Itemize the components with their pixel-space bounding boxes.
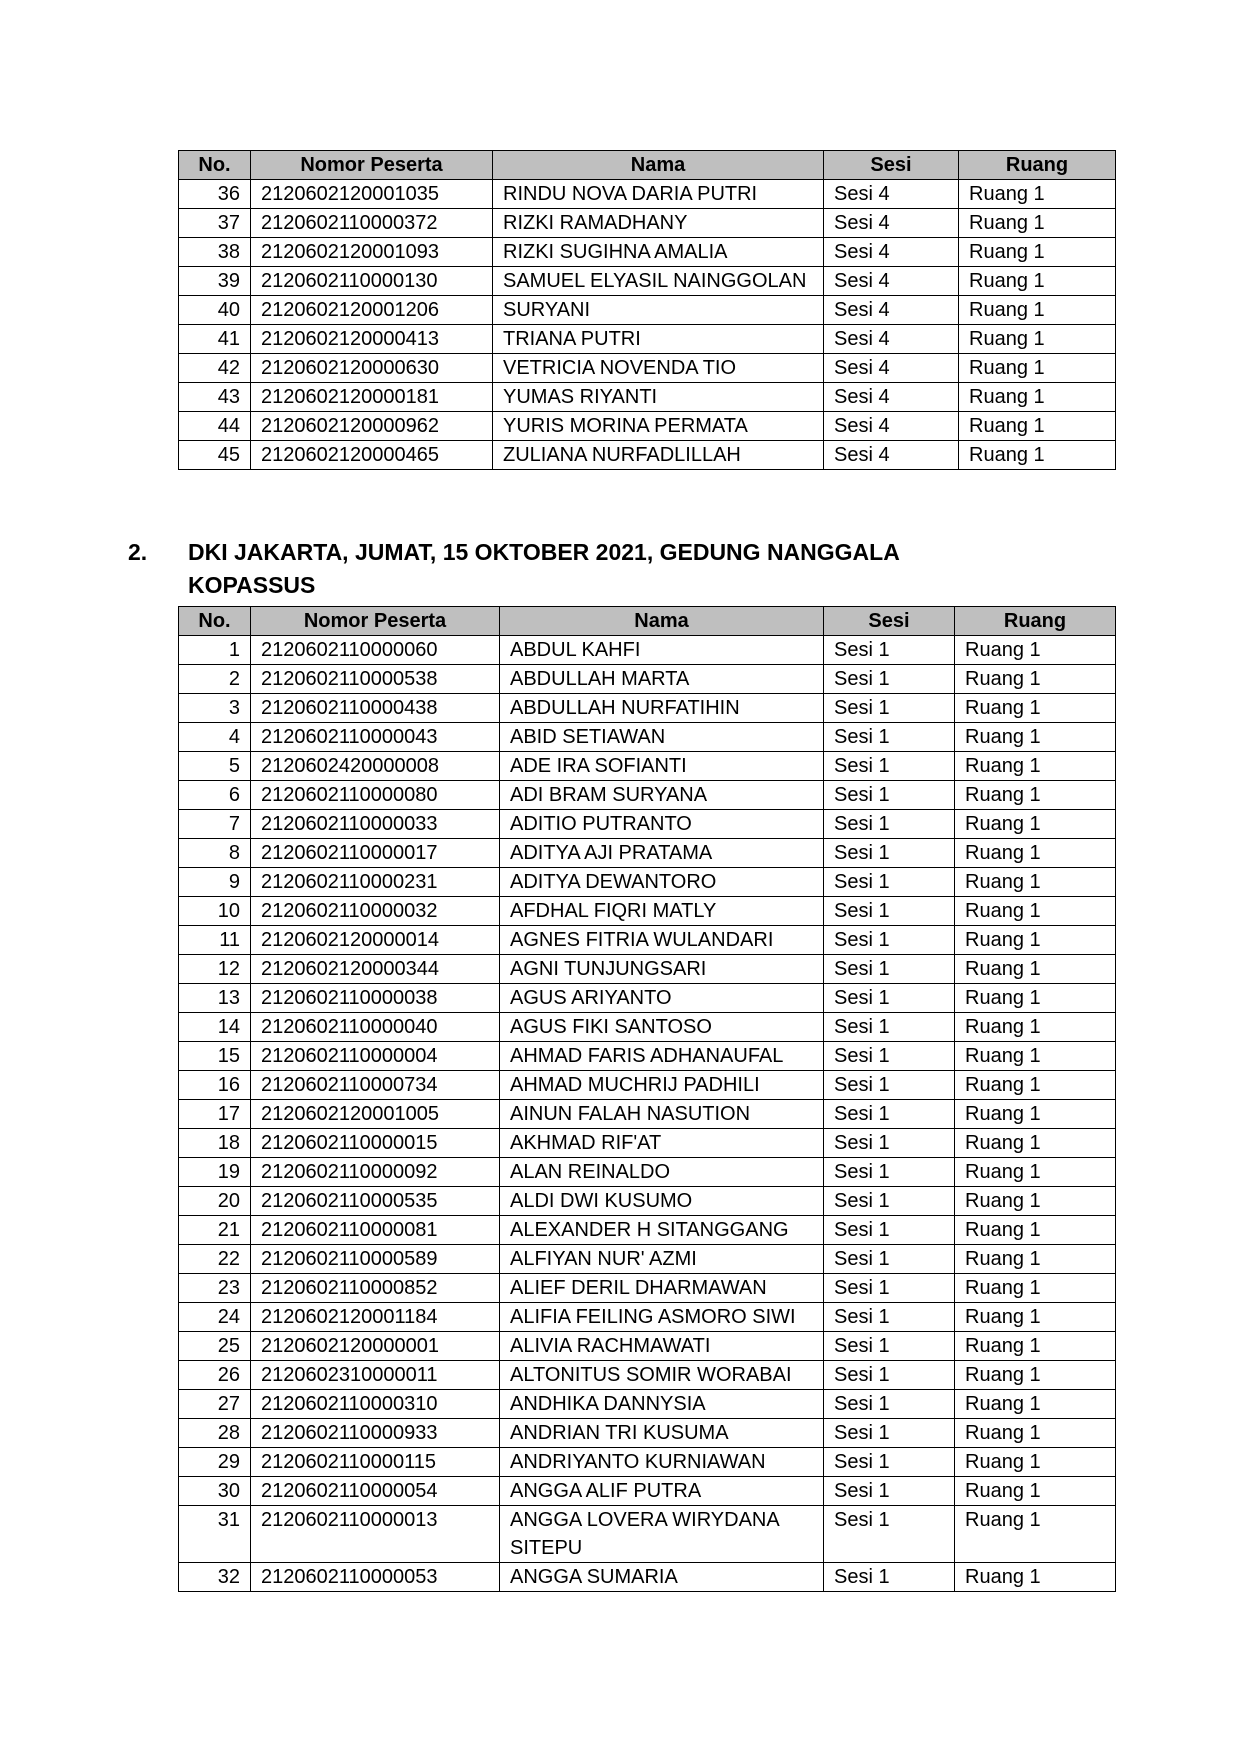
cell-no: 19 bbox=[179, 1158, 251, 1187]
cell-sesi: Sesi 1 bbox=[824, 665, 955, 694]
cell-sesi: Sesi 1 bbox=[824, 1216, 955, 1245]
cell-nomor-peserta: 2120602110000004 bbox=[251, 1042, 500, 1071]
cell-no: 23 bbox=[179, 1274, 251, 1303]
cell-ruang: Ruang 1 bbox=[955, 810, 1116, 839]
cell-nama: ALIFIA FEILING ASMORO SIWI bbox=[500, 1303, 824, 1332]
cell-sesi: Sesi 1 bbox=[824, 1361, 955, 1390]
table-row bbox=[179, 723, 1116, 752]
cell-sesi: Sesi 1 bbox=[824, 1100, 955, 1129]
table-row bbox=[179, 1129, 1116, 1158]
cell-sesi: Sesi 1 bbox=[824, 1042, 955, 1071]
cell-nomor-peserta: 2120602110000231 bbox=[251, 868, 500, 897]
section-number: 2. bbox=[128, 539, 148, 565]
cell-sesi: Sesi 1 bbox=[824, 1274, 955, 1303]
section-title: DKI JAKARTA, JUMAT, 15 OKTOBER 2021, GEDUNG NANGGALA KOPASSUS bbox=[188, 539, 899, 598]
cell-ruang: Ruang 1 bbox=[955, 1477, 1116, 1506]
cell-nomor-peserta: 2120602110000852 bbox=[251, 1274, 500, 1303]
cell-sesi: Sesi 1 bbox=[824, 868, 955, 897]
cell-sesi: Sesi 1 bbox=[824, 752, 955, 781]
table-row bbox=[179, 267, 1116, 296]
cell-nomor-peserta: 2120602110000043 bbox=[251, 723, 500, 752]
cell-nama: AGUS ARIYANTO bbox=[500, 984, 824, 1013]
cell-sesi: Sesi 1 bbox=[824, 1332, 955, 1361]
table-row bbox=[179, 1245, 1116, 1274]
cell-ruang: Ruang 1 bbox=[955, 839, 1116, 868]
cell-no: 22 bbox=[179, 1245, 251, 1274]
cell-no: 4 bbox=[179, 723, 251, 752]
cell-nomor-peserta: 2120602120001035 bbox=[251, 180, 493, 209]
table-row bbox=[179, 781, 1116, 810]
cell-ruang: Ruang 1 bbox=[955, 1332, 1116, 1361]
cell-nomor-peserta: 2120602120000001 bbox=[251, 1332, 500, 1361]
cell-no: 7 bbox=[179, 810, 251, 839]
cell-ruang: Ruang 1 bbox=[959, 209, 1116, 238]
cell-nomor-peserta: 2120602110000013 bbox=[251, 1506, 500, 1563]
table-row bbox=[179, 1042, 1116, 1071]
cell-no: 44 bbox=[179, 412, 251, 441]
header-ruang: Ruang bbox=[955, 607, 1116, 636]
cell-sesi: Sesi 1 bbox=[824, 1129, 955, 1158]
cell-nama: YURIS MORINA PERMATA bbox=[493, 412, 824, 441]
cell-no: 41 bbox=[179, 325, 251, 354]
cell-sesi: Sesi 4 bbox=[824, 354, 959, 383]
cell-no: 8 bbox=[179, 839, 251, 868]
table-row bbox=[179, 1216, 1116, 1245]
cell-ruang: Ruang 1 bbox=[959, 354, 1116, 383]
cell-ruang: Ruang 1 bbox=[955, 723, 1116, 752]
cell-nama: ABDULLAH MARTA bbox=[500, 665, 824, 694]
cell-sesi: Sesi 1 bbox=[824, 1245, 955, 1274]
cell-nomor-peserta: 2120602110000438 bbox=[251, 694, 500, 723]
table-row bbox=[179, 868, 1116, 897]
cell-nama: ALDI DWI KUSUMO bbox=[500, 1187, 824, 1216]
cell-nomor-peserta: 2120602110000115 bbox=[251, 1448, 500, 1477]
cell-nomor-peserta: 2120602110000081 bbox=[251, 1216, 500, 1245]
cell-nama: AHMAD MUCHRIJ PADHILI bbox=[500, 1071, 824, 1100]
cell-ruang: Ruang 1 bbox=[955, 868, 1116, 897]
table-row bbox=[179, 1448, 1116, 1477]
cell-sesi: Sesi 4 bbox=[824, 412, 959, 441]
header-nomor-peserta: Nomor Peserta bbox=[251, 151, 493, 180]
cell-ruang: Ruang 1 bbox=[955, 1303, 1116, 1332]
table-row bbox=[179, 1563, 1116, 1592]
cell-sesi: Sesi 1 bbox=[824, 810, 955, 839]
cell-no: 32 bbox=[179, 1563, 251, 1592]
cell-ruang: Ruang 1 bbox=[955, 1100, 1116, 1129]
cell-no: 1 bbox=[179, 636, 251, 665]
cell-ruang: Ruang 1 bbox=[955, 1013, 1116, 1042]
cell-nama: RINDU NOVA DARIA PUTRI bbox=[493, 180, 824, 209]
table-row bbox=[179, 665, 1116, 694]
cell-ruang: Ruang 1 bbox=[955, 1361, 1116, 1390]
table-row bbox=[179, 180, 1116, 209]
cell-no: 29 bbox=[179, 1448, 251, 1477]
cell-ruang: Ruang 1 bbox=[955, 1216, 1116, 1245]
cell-nomor-peserta: 2120602120001206 bbox=[251, 296, 493, 325]
cell-no: 15 bbox=[179, 1042, 251, 1071]
participant-table-2 bbox=[178, 606, 1116, 1592]
cell-no: 39 bbox=[179, 267, 251, 296]
cell-nomor-peserta: 2120602120001005 bbox=[251, 1100, 500, 1129]
cell-ruang: Ruang 1 bbox=[955, 636, 1116, 665]
cell-no: 28 bbox=[179, 1419, 251, 1448]
cell-ruang: Ruang 1 bbox=[955, 984, 1116, 1013]
cell-nama: ZULIANA NURFADLILLAH bbox=[493, 441, 824, 470]
cell-ruang: Ruang 1 bbox=[955, 1506, 1116, 1563]
cell-ruang: Ruang 1 bbox=[955, 955, 1116, 984]
cell-nama: ANDRIYANTO KURNIAWAN bbox=[500, 1448, 824, 1477]
cell-ruang: Ruang 1 bbox=[955, 926, 1116, 955]
table-row bbox=[179, 1332, 1116, 1361]
table-row bbox=[179, 1187, 1116, 1216]
cell-no: 16 bbox=[179, 1071, 251, 1100]
cell-nomor-peserta: 2120602110000372 bbox=[251, 209, 493, 238]
cell-nomor-peserta: 2120602110000130 bbox=[251, 267, 493, 296]
table-row bbox=[179, 412, 1116, 441]
cell-ruang: Ruang 1 bbox=[955, 752, 1116, 781]
table-row bbox=[179, 1158, 1116, 1187]
cell-nomor-peserta: 2120602120000181 bbox=[251, 383, 493, 412]
cell-sesi: Sesi 1 bbox=[824, 1013, 955, 1042]
cell-sesi: Sesi 4 bbox=[824, 209, 959, 238]
cell-ruang: Ruang 1 bbox=[959, 325, 1116, 354]
table-row bbox=[179, 1477, 1116, 1506]
cell-ruang: Ruang 1 bbox=[959, 180, 1116, 209]
header-sesi: Sesi bbox=[824, 151, 959, 180]
table-body bbox=[179, 180, 1116, 470]
cell-nomor-peserta: 2120602110000092 bbox=[251, 1158, 500, 1187]
cell-sesi: Sesi 1 bbox=[824, 984, 955, 1013]
cell-no: 18 bbox=[179, 1129, 251, 1158]
cell-nomor-peserta: 2120602110000538 bbox=[251, 665, 500, 694]
cell-nomor-peserta: 2120602120000962 bbox=[251, 412, 493, 441]
cell-no: 13 bbox=[179, 984, 251, 1013]
cell-sesi: Sesi 1 bbox=[824, 839, 955, 868]
cell-nama: ALTONITUS SOMIR WORABAI bbox=[500, 1361, 824, 1390]
cell-ruang: Ruang 1 bbox=[955, 781, 1116, 810]
cell-nama: VETRICIA NOVENDA TIO bbox=[493, 354, 824, 383]
cell-nama: RIZKI SUGIHNA AMALIA bbox=[493, 238, 824, 267]
cell-nomor-peserta: 2120602120000465 bbox=[251, 441, 493, 470]
cell-sesi: Sesi 1 bbox=[824, 1303, 955, 1332]
cell-no: 36 bbox=[179, 180, 251, 209]
cell-nama: AHMAD FARIS ADHANAUFAL bbox=[500, 1042, 824, 1071]
header-no: No. bbox=[179, 607, 251, 636]
header-nama: Nama bbox=[500, 607, 824, 636]
cell-no: 42 bbox=[179, 354, 251, 383]
cell-nomor-peserta: 2120602110000080 bbox=[251, 781, 500, 810]
cell-nama: ABDUL KAHFI bbox=[500, 636, 824, 665]
cell-no: 6 bbox=[179, 781, 251, 810]
cell-nomor-peserta: 2120602110000053 bbox=[251, 1563, 500, 1592]
table-row bbox=[179, 296, 1116, 325]
table-row bbox=[179, 752, 1116, 781]
cell-nama: ANGGA LOVERA WIRYDANA SITEPU bbox=[500, 1506, 824, 1563]
table-row bbox=[179, 1100, 1116, 1129]
cell-nomor-peserta: 2120602120000344 bbox=[251, 955, 500, 984]
cell-no: 17 bbox=[179, 1100, 251, 1129]
cell-sesi: Sesi 1 bbox=[824, 1419, 955, 1448]
cell-nama: YUMAS RIYANTI bbox=[493, 383, 824, 412]
cell-no: 5 bbox=[179, 752, 251, 781]
cell-no: 21 bbox=[179, 1216, 251, 1245]
table-row bbox=[179, 839, 1116, 868]
cell-ruang: Ruang 1 bbox=[955, 1419, 1116, 1448]
cell-nama: ADI BRAM SURYANA bbox=[500, 781, 824, 810]
cell-no: 12 bbox=[179, 955, 251, 984]
table-row bbox=[179, 1274, 1116, 1303]
cell-ruang: Ruang 1 bbox=[955, 1448, 1116, 1477]
cell-nomor-peserta: 2120602110000017 bbox=[251, 839, 500, 868]
cell-sesi: Sesi 4 bbox=[824, 296, 959, 325]
cell-no: 3 bbox=[179, 694, 251, 723]
cell-nama: ADITIO PUTRANTO bbox=[500, 810, 824, 839]
cell-sesi: Sesi 1 bbox=[824, 636, 955, 665]
table-row bbox=[179, 897, 1116, 926]
cell-ruang: Ruang 1 bbox=[955, 694, 1116, 723]
cell-nomor-peserta: 2120602110000589 bbox=[251, 1245, 500, 1274]
cell-nomor-peserta: 2120602120000630 bbox=[251, 354, 493, 383]
table-row bbox=[179, 984, 1116, 1013]
cell-sesi: Sesi 1 bbox=[824, 1506, 955, 1563]
cell-nama: AGUS FIKI SANTOSO bbox=[500, 1013, 824, 1042]
cell-ruang: Ruang 1 bbox=[959, 267, 1116, 296]
cell-no: 24 bbox=[179, 1303, 251, 1332]
cell-nama: ALFIYAN NUR' AZMI bbox=[500, 1245, 824, 1274]
cell-ruang: Ruang 1 bbox=[959, 383, 1116, 412]
cell-sesi: Sesi 1 bbox=[824, 955, 955, 984]
cell-nomor-peserta: 2120602110000933 bbox=[251, 1419, 500, 1448]
cell-nama: AGNI TUNJUNGSARI bbox=[500, 955, 824, 984]
cell-nomor-peserta: 2120602110000032 bbox=[251, 897, 500, 926]
cell-nama: ALIVIA RACHMAWATI bbox=[500, 1332, 824, 1361]
cell-nama: ADITYA AJI PRATAMA bbox=[500, 839, 824, 868]
cell-nomor-peserta: 2120602110000535 bbox=[251, 1187, 500, 1216]
cell-nama: ALIEF DERIL DHARMAWAN bbox=[500, 1274, 824, 1303]
cell-nomor-peserta: 2120602420000008 bbox=[251, 752, 500, 781]
cell-nomor-peserta: 2120602110000054 bbox=[251, 1477, 500, 1506]
table-row bbox=[179, 1361, 1116, 1390]
cell-nama: ANDHIKA DANNYSIA bbox=[500, 1390, 824, 1419]
table-row bbox=[179, 1419, 1116, 1448]
cell-sesi: Sesi 4 bbox=[824, 441, 959, 470]
cell-no: 27 bbox=[179, 1390, 251, 1419]
cell-ruang: Ruang 1 bbox=[955, 1129, 1116, 1158]
cell-ruang: Ruang 1 bbox=[955, 1042, 1116, 1071]
cell-sesi: Sesi 1 bbox=[824, 1448, 955, 1477]
table-row bbox=[179, 810, 1116, 839]
cell-no: 45 bbox=[179, 441, 251, 470]
table-body bbox=[179, 636, 1116, 1592]
cell-no: 40 bbox=[179, 296, 251, 325]
cell-no: 25 bbox=[179, 1332, 251, 1361]
table-row bbox=[179, 955, 1116, 984]
table-row bbox=[179, 325, 1116, 354]
cell-ruang: Ruang 1 bbox=[955, 665, 1116, 694]
cell-sesi: Sesi 1 bbox=[824, 897, 955, 926]
cell-nama: SAMUEL ELYASIL NAINGGOLAN bbox=[493, 267, 824, 296]
cell-sesi: Sesi 1 bbox=[824, 723, 955, 752]
table-row bbox=[179, 383, 1116, 412]
cell-ruang: Ruang 1 bbox=[959, 238, 1116, 267]
cell-ruang: Ruang 1 bbox=[955, 1245, 1116, 1274]
cell-sesi: Sesi 1 bbox=[824, 926, 955, 955]
cell-nomor-peserta: 2120602110000310 bbox=[251, 1390, 500, 1419]
cell-nama: SURYANI bbox=[493, 296, 824, 325]
participant-table-1 bbox=[178, 150, 1116, 470]
cell-nama: TRIANA PUTRI bbox=[493, 325, 824, 354]
cell-ruang: Ruang 1 bbox=[955, 897, 1116, 926]
cell-no: 9 bbox=[179, 868, 251, 897]
cell-nama: AKHMAD RIF'AT bbox=[500, 1129, 824, 1158]
cell-no: 20 bbox=[179, 1187, 251, 1216]
table-row bbox=[179, 1303, 1116, 1332]
cell-nomor-peserta: 2120602310000011 bbox=[251, 1361, 500, 1390]
cell-ruang: Ruang 1 bbox=[955, 1158, 1116, 1187]
cell-sesi: Sesi 1 bbox=[824, 1187, 955, 1216]
cell-sesi: Sesi 4 bbox=[824, 325, 959, 354]
cell-no: 31 bbox=[179, 1506, 251, 1563]
cell-sesi: Sesi 4 bbox=[824, 267, 959, 296]
header-sesi: Sesi bbox=[824, 607, 955, 636]
cell-nomor-peserta: 2120602120000014 bbox=[251, 926, 500, 955]
cell-nama: ABID SETIAWAN bbox=[500, 723, 824, 752]
cell-nomor-peserta: 2120602110000734 bbox=[251, 1071, 500, 1100]
cell-nomor-peserta: 2120602120001093 bbox=[251, 238, 493, 267]
cell-nomor-peserta: 2120602110000015 bbox=[251, 1129, 500, 1158]
cell-nama: AINUN FALAH NASUTION bbox=[500, 1100, 824, 1129]
table-row bbox=[179, 209, 1116, 238]
cell-ruang: Ruang 1 bbox=[959, 412, 1116, 441]
cell-ruang: Ruang 1 bbox=[959, 296, 1116, 325]
cell-ruang: Ruang 1 bbox=[955, 1390, 1116, 1419]
cell-no: 2 bbox=[179, 665, 251, 694]
cell-nama: ABDULLAH NURFATIHIN bbox=[500, 694, 824, 723]
cell-sesi: Sesi 1 bbox=[824, 1563, 955, 1592]
table-row bbox=[179, 1390, 1116, 1419]
cell-nomor-peserta: 2120602120000413 bbox=[251, 325, 493, 354]
cell-nama: ALEXANDER H SITANGGANG bbox=[500, 1216, 824, 1245]
cell-no: 26 bbox=[179, 1361, 251, 1390]
table-row bbox=[179, 694, 1116, 723]
cell-nama: AFDHAL FIQRI MATLY bbox=[500, 897, 824, 926]
cell-ruang: Ruang 1 bbox=[955, 1274, 1116, 1303]
table-row bbox=[179, 926, 1116, 955]
header-no: No. bbox=[179, 151, 251, 180]
cell-nomor-peserta: 2120602110000038 bbox=[251, 984, 500, 1013]
table-row bbox=[179, 238, 1116, 267]
cell-sesi: Sesi 4 bbox=[824, 180, 959, 209]
cell-nomor-peserta: 2120602110000040 bbox=[251, 1013, 500, 1042]
cell-ruang: Ruang 1 bbox=[955, 1563, 1116, 1592]
cell-sesi: Sesi 4 bbox=[824, 238, 959, 267]
table-row bbox=[179, 636, 1116, 665]
table-row bbox=[179, 1013, 1116, 1042]
cell-nama: ALAN REINALDO bbox=[500, 1158, 824, 1187]
cell-nomor-peserta: 2120602110000033 bbox=[251, 810, 500, 839]
table-row bbox=[179, 354, 1116, 383]
header-nomor-peserta: Nomor Peserta bbox=[251, 607, 500, 636]
cell-sesi: Sesi 1 bbox=[824, 1158, 955, 1187]
cell-no: 43 bbox=[179, 383, 251, 412]
cell-sesi: Sesi 1 bbox=[824, 781, 955, 810]
cell-nama: RIZKI RAMADHANY bbox=[493, 209, 824, 238]
table-row bbox=[179, 441, 1116, 470]
cell-nama: AGNES FITRIA WULANDARI bbox=[500, 926, 824, 955]
cell-no: 37 bbox=[179, 209, 251, 238]
cell-sesi: Sesi 4 bbox=[824, 383, 959, 412]
cell-nomor-peserta: 2120602120001184 bbox=[251, 1303, 500, 1332]
cell-no: 10 bbox=[179, 897, 251, 926]
cell-ruang: Ruang 1 bbox=[959, 441, 1116, 470]
cell-sesi: Sesi 1 bbox=[824, 694, 955, 723]
cell-no: 38 bbox=[179, 238, 251, 267]
cell-nama: ADITYA DEWANTORO bbox=[500, 868, 824, 897]
cell-nama: ADE IRA SOFIANTI bbox=[500, 752, 824, 781]
cell-nama: ANGGA SUMARIA bbox=[500, 1563, 824, 1592]
cell-nama: ANGGA ALIF PUTRA bbox=[500, 1477, 824, 1506]
cell-ruang: Ruang 1 bbox=[955, 1071, 1116, 1100]
cell-nama: ANDRIAN TRI KUSUMA bbox=[500, 1419, 824, 1448]
table-header-row bbox=[179, 607, 1116, 636]
cell-no: 30 bbox=[179, 1477, 251, 1506]
cell-ruang: Ruang 1 bbox=[955, 1187, 1116, 1216]
header-ruang: Ruang bbox=[959, 151, 1116, 180]
cell-sesi: Sesi 1 bbox=[824, 1071, 955, 1100]
table-header-row bbox=[179, 151, 1116, 180]
cell-sesi: Sesi 1 bbox=[824, 1390, 955, 1419]
cell-no: 11 bbox=[179, 926, 251, 955]
cell-no: 14 bbox=[179, 1013, 251, 1042]
header-nama: Nama bbox=[493, 151, 824, 180]
table-row bbox=[179, 1506, 1116, 1563]
cell-nomor-peserta: 2120602110000060 bbox=[251, 636, 500, 665]
table-row bbox=[179, 1071, 1116, 1100]
cell-sesi: Sesi 1 bbox=[824, 1477, 955, 1506]
